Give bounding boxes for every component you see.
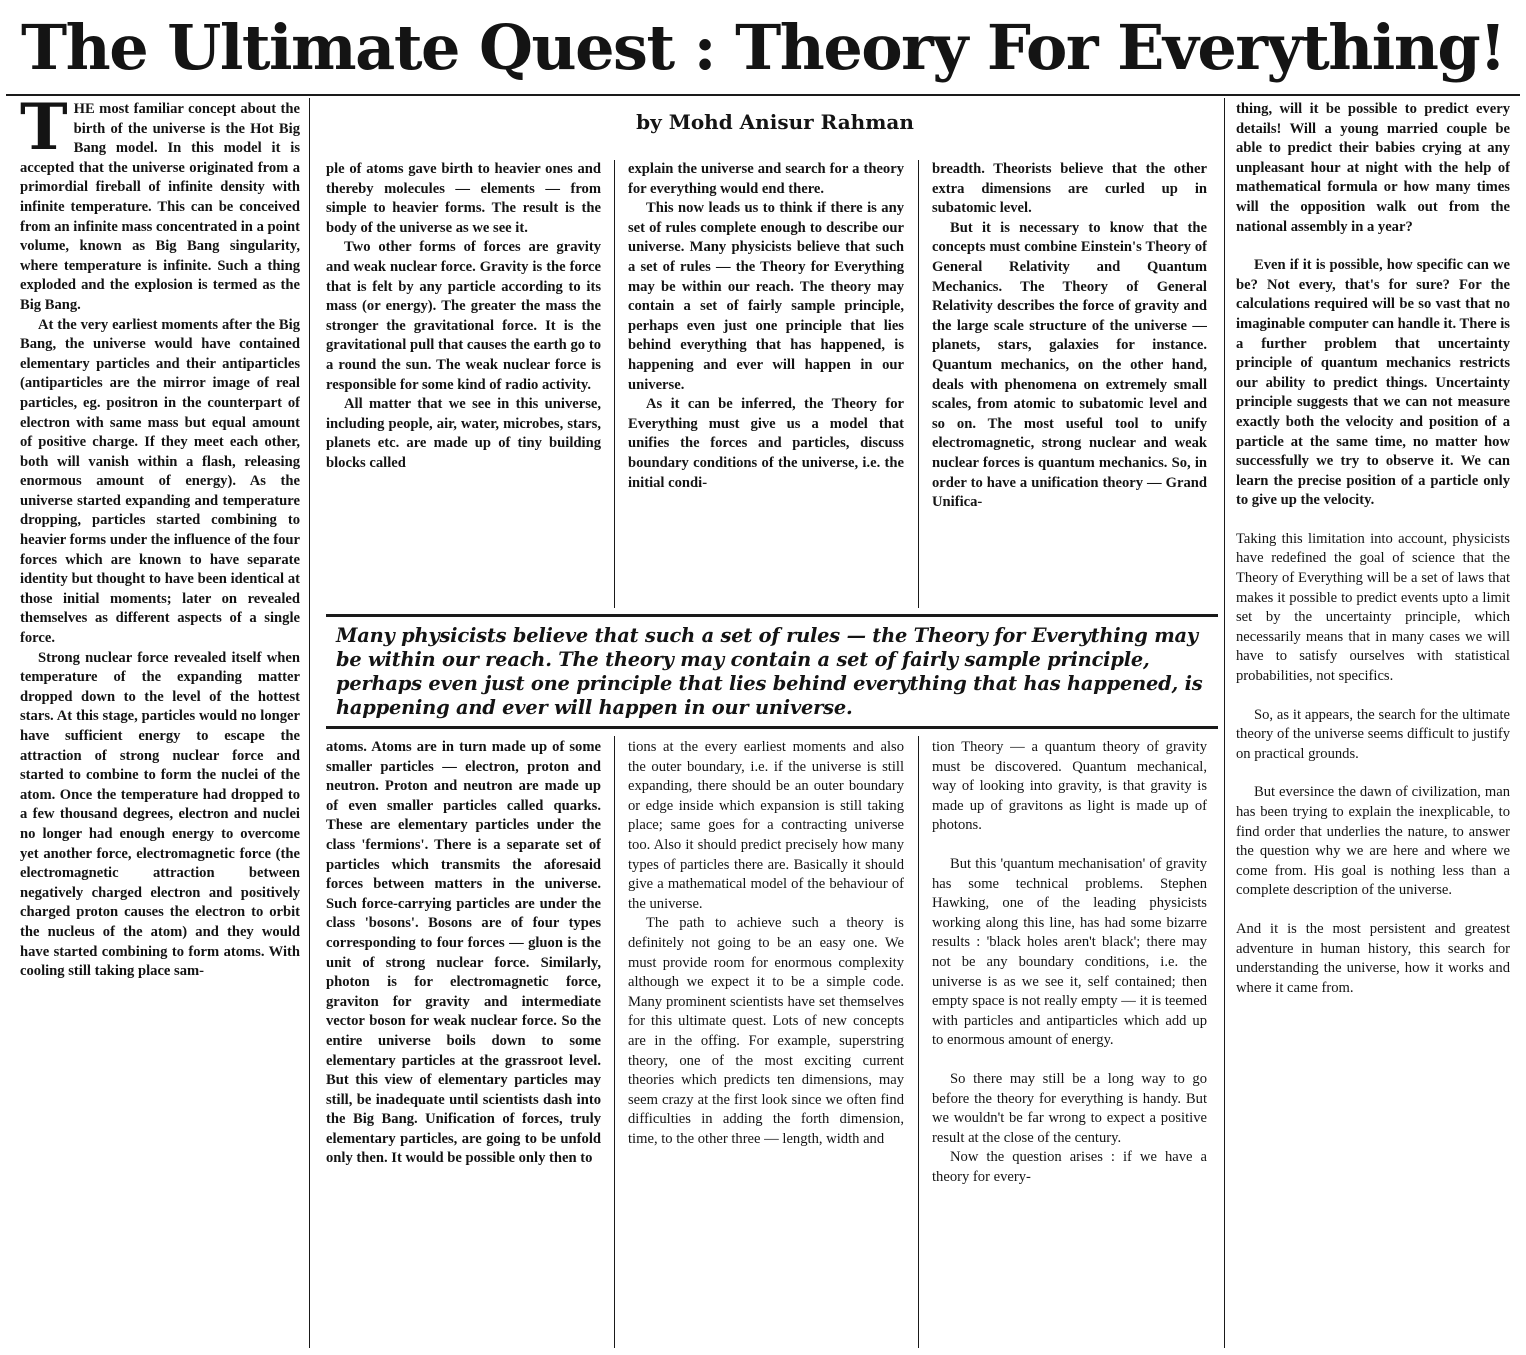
- paragraph: [20, 100, 300, 316]
- paragraph: But eversince the dawn of civilization, man has been trying to explain the inexplicable, to find order that underlies the nature, to answer the question why we are here and where we come from. His goal is nothing less than a complete description of the universe.: [1236, 784, 1510, 899]
- paragraph: And it is the most persistent and greatest adventure in human history, this search for understanding the universe, how it works and where it came from.: [1236, 920, 1510, 996]
- paragraph: Strong nuclear force revealed itself when temperature of the expanding matter dropped down to the level of the hottest stars. At this stage, particles would no longer have sufficient energy to escape the attraction of strong nuclear force and started to combine to form the nuclei of the atom. Once the temperature had dropped to a few thousand degrees, electron and nuclei no longer had enough energy to overcome yet another force, electromagnetic force (the electromagnetic attraction between negatively charged electron and positively charged proton causes the electron to orbit the nucleus of the atom) and they would have started combining to form atoms. With cooling still taking place sam-: [20, 649, 300, 980]
- pull-quote: Many physicists believe that such a set of rules — the Theory for Everything may be within our reach. The theory may contain a set of fairly sample principle, perhaps even just one principle that lies behind everything that has happened, is happening and ever will happen in our universe.: [336, 624, 1203, 719]
- paragraph-text: HE most familiar concept about the birth of the universe is the Hot Big Bang model. In this model it is accepted that the universe originated from a primordial fireball of infinite density with infinite temperature. This can be conceived from an infinite mass concentrated in a point volume, known as Big Bang singularity, where temperature is infinite. Such a thing exploded and the explosion is termed as the Big Bang.: [20, 101, 300, 313]
- column-4-bottom: [932, 738, 1207, 1348]
- column-3-bottom: [628, 738, 904, 1348]
- paragraph: explain the universe and search for a theory for everything would end there.: [628, 161, 904, 197]
- paragraph: breadth. Theorists believe that the other extra dimensions are curled up in subatomic level.: [932, 161, 1207, 217]
- column-1: [20, 100, 300, 1348]
- column-divider-5: [1224, 98, 1225, 1348]
- paragraph: Now the question arises : if we have a theory for every-: [932, 1149, 1207, 1185]
- paragraph: The path to achieve such a theory is definitely not going to be an easy one. We must provide room for enormous complexity although we expect it to be a simple code. Many prominent scientists have set themselves for this ultimate quest. Lots of new concepts are in the offing. For example, superstring theory, one of the most exciting current theories which predicts ten dimensions, may seem crazy at the first look since we often find difficulties in adding the forth dimension, time, to the other three — length, width and: [628, 915, 904, 1147]
- column-2-bottom: [326, 738, 601, 1348]
- rule-under-headline: [6, 94, 1520, 96]
- paragraph: tion Theory — a quantum theory of gravity must be discovered. Quantum mechanical, way of looking into gravity, is that gravity is made up of gravitons as light is made up of photons.: [932, 739, 1207, 834]
- column-divider-3-bottom: [918, 736, 919, 1348]
- column-2-top: [326, 160, 601, 608]
- paragraph: So, as it appears, the search for the ultimate theory of the universe seems difficult to justify on practical grounds.: [1236, 706, 1510, 762]
- byline: by Mohd Anisur Rahman: [636, 110, 914, 134]
- paragraph: atoms. Atoms are in turn made up of some smaller particles — electron, proton and neutron. Proton and neutron are made up of even smaller particles called quarks. These are elementary particles under the class 'fermions'. There is a separate set of particles which transmits the aforesaid forces between matters in the universe. Such force-carrying particles are under the class 'bosons'. Bosons are of four types corresponding to four forces — gluon is the unit of strong nuclear force. Similarly, photon is for electromagnetic force, graviton for gravity and intermediate vector boson for weak nuclear force. So the entire universe boils down to some elementary particles at the grassroot level. But this view of elementary particles may still, be inadequate until scientists dash into the Big Bang. Unification of forces, truly elementary particles, are going to be unfold only then. It would be possible only then to: [326, 739, 601, 1167]
- pullquote-rule-top: [326, 614, 1218, 617]
- paragraph: This now leads us to think if there is any set of rules complete enough to describe our universe. Many physicists believe that such a set of rules — the Theory for Everything may be within our reach. The theory may contain a set of fairly sample principle, perhaps even just one principle that lies behind everything that has happened, is happening and ever will happen in our universe.: [628, 200, 904, 393]
- pullquote-rule-bottom: [326, 726, 1218, 729]
- paragraph: Taking this limitation into account, physicists have redefined the goal of science that the Theory of Everything will be a set of laws that makes it possible to predict events upto a limit set by the uncertainty principle, which necessarily means that in many cases we will have to satisfy ourselves with statistical probabilities, not specifics.: [1236, 530, 1510, 685]
- column-divider-1: [309, 98, 310, 1348]
- column-3-top: [628, 160, 904, 608]
- paragraph: ple of atoms gave birth to heavier ones and thereby molecules — elements — from simple to heavier forms. The result is the body of the universe as we see it.: [326, 161, 601, 236]
- paragraph: At the very earliest moments after the Big Bang, the universe would have contained elementary particles and their antiparticles (antiparticles are the mirror image of real particles, eg. positron in the counterpart of electron with same mass but equal amount of positive charge. If they meet each other, both will vanish within a flash, releasing enormous amount of energy). As the universe started expanding and temperature dropping, particles started combining to heavier forms under the influence of the four forces which are known to have separate identity but thought to have been identical at those initial moments; later on revealed themselves as different aspects of a single force.: [20, 316, 300, 647]
- drop-cap: T: [20, 100, 68, 165]
- paragraph: As it can be inferred, the Theory for Everything must give us a model that unifies the forces and particles, discuss boundary conditions of the universe, i.e. the initial condi-: [628, 396, 904, 491]
- headline: The Ultimate Quest : Theory For Everything!: [21, 11, 1505, 84]
- paragraph: Even if it is possible, how specific can we be? Not every, that's for sure? For the calculations required will be so vast that no imaginable computer can handle it. There is a further problem that uncertainty principle of quantum mechanics restricts our ability to predict things. Uncertainty principle suggests that we can not measure exactly both the velocity and position of a particle at the same time, no matter how successfully we try to observe it. We can learn the precise position of a particle only to give up the velocity.: [1236, 257, 1510, 509]
- paragraph: Two other forms of forces are gravity and weak nuclear force. Gravity is the force that is felt by any particle according to its mass (or energy). The greater the mass the stronger the gravitational force. It is the gravitational pull that causes the earth go to a round the sun. The weak nuclear force is responsible for some kind of radio activity.: [326, 239, 601, 393]
- column-divider-2-bottom: [614, 736, 615, 1348]
- paragraph: tions at the every earliest moments and also the outer boundary, i.e. if the universe is still expanding, there should be an outer boundary or edge inside which expansion is still taking place; same goes for a contracting universe too. Also it should predict precisely how many types of particles there are. Basically it should give a mathematical model of the behaviour of the universe.: [628, 739, 904, 912]
- column-divider-3-top: [918, 160, 919, 608]
- column-divider-2-top: [614, 160, 615, 608]
- paragraph: But it is necessary to know that the concepts must combine Einstein's Theory of General Relativity and Quantum Mechanics. The Theory of General Relativity describes the force of gravity and the large scale structure of the universe — planets, stars, galaxies for instance. Quantum mechanics, on the other hand, deals with phenomena on extremely small scales, from atomic to subatomic level and so on. The most useful tool to unify electromagnetic, strong nuclear and weak nuclear forces is quantum mechanics. So, in order to have a unification theory — Grand Unifica-: [932, 219, 1207, 511]
- paragraph: All matter that we see in this universe, including people, air, water, microbes, stars, planets etc. are made up of tiny building blocks called: [326, 396, 601, 471]
- paragraph: But this 'quantum mechanisation' of gravity has some technical problems. Stephen Hawking, one of the leading physicists working along this line, has had some bizarre results : 'black holes aren't black'; there may not be any boundary conditions, i.e. the universe is as we see it, self contained; then empty space is not really empty — it is teemed with particles and antiparticles which add up to enormous amount of energy.: [932, 855, 1207, 1049]
- paragraph: thing, will it be possible to predict every details! Will a young married couple be able to predict their babies crying at any unpleasant hour at night with the help of mathematical formula or how many times will the opposition walk out from the national assembly in a year?: [1236, 101, 1510, 235]
- paragraph: So there may still be a long way to go before the theory for everything is handy. But we wouldn't be far wrong to expect a positive result at the close of the century.: [932, 1070, 1207, 1146]
- column-4-top: [932, 160, 1207, 608]
- column-5: [1236, 100, 1510, 1348]
